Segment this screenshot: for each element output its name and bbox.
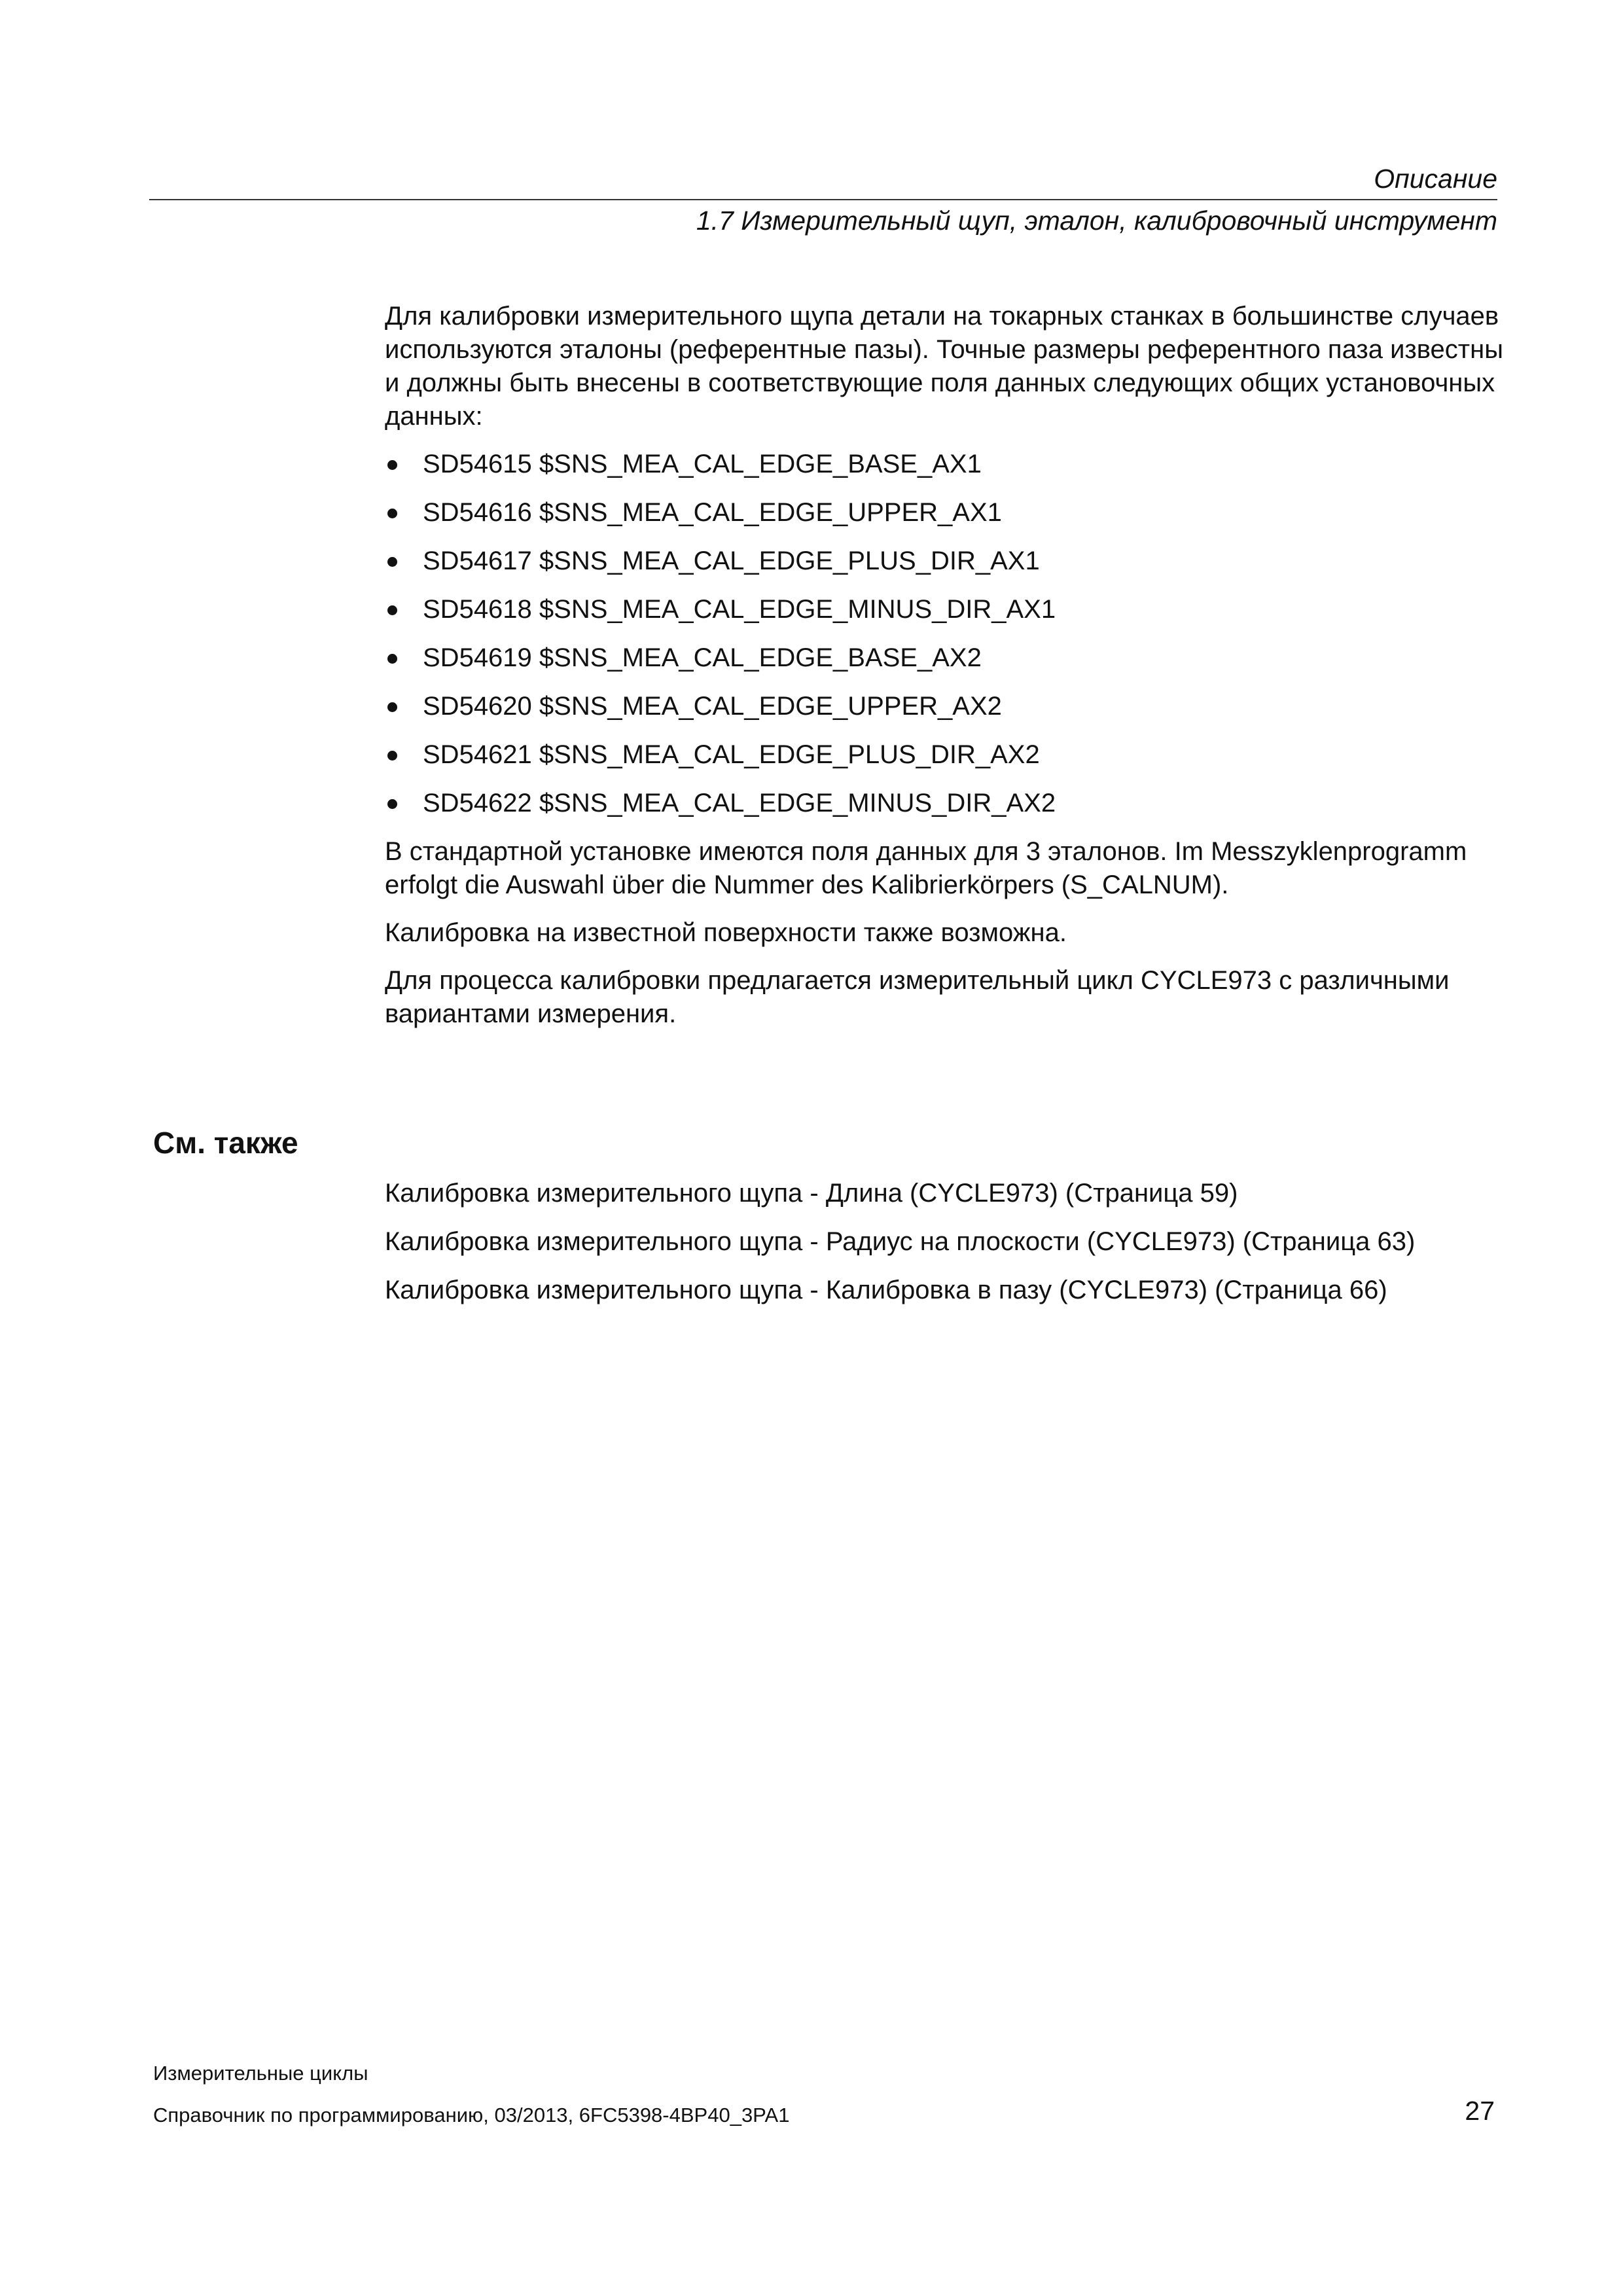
header-divider	[149, 199, 1497, 200]
see-also-link-slot[interactable]: Калибровка измерительного щупа - Калибровка в пазу (CYCLE973) (Страница 66)	[385, 1276, 1387, 1304]
setting-data-label: SD54615 $SNS_MEA_CAL_EDGE_BASE_AX1	[423, 450, 982, 478]
main-content	[385, 300, 1510, 1045]
list-item	[385, 787, 1510, 820]
see-also-link-radius-plane[interactable]: Калибровка измерительного щупа - Радиус на плоскости (CYCLE973) (Страница 63)	[385, 1227, 1416, 1256]
setting-data-label: SD54621 $SNS_MEA_CAL_EDGE_PLUS_DIR_AX2	[423, 740, 1040, 769]
setting-data-label: SD54617 $SNS_MEA_CAL_EDGE_PLUS_DIR_AX1	[423, 547, 1040, 575]
list-item	[385, 545, 1510, 578]
setting-data-label: SD54616 $SNS_MEA_CAL_EDGE_UPPER_AX1	[423, 498, 1002, 527]
see-also-link-length[interactable]: Калибровка измерительного щупа - Длина (CYCLE973) (Страница 59)	[385, 1179, 1238, 1208]
bullet-icon	[387, 751, 397, 761]
running-header-section: Описание	[1374, 164, 1497, 194]
bullet-icon	[387, 654, 397, 664]
bullet-icon	[387, 460, 397, 470]
setting-data-list	[385, 448, 1510, 820]
list-item	[385, 593, 1510, 626]
bullet-icon	[387, 557, 397, 567]
setting-data-label: SD54622 $SNS_MEA_CAL_EDGE_MINUS_DIR_AX2	[423, 789, 1056, 817]
list-item	[385, 690, 1510, 723]
list-item	[385, 641, 1510, 675]
bullet-icon	[387, 702, 397, 712]
bullet-icon	[387, 509, 397, 518]
standard-setup-paragraph: В стандартной установке имеются поля данных для 3 эталонов. Im Messzyklenprogramm erfolgt die Auswahl über die Nummer des Kalibrierkörpers (S_CALNUM).	[385, 837, 1467, 899]
setting-data-label: SD54619 $SNS_MEA_CAL_EDGE_BASE_AX2	[423, 643, 982, 672]
running-header-subsection: 1.7 Измерительный щуп, эталон, калибровочный инструмент	[696, 206, 1497, 236]
list-item	[385, 738, 1510, 772]
footer-title: Измерительные циклы	[153, 2062, 368, 2085]
setting-data-label: SD54620 $SNS_MEA_CAL_EDGE_UPPER_AX2	[423, 692, 1002, 721]
setting-data-label: SD54618 $SNS_MEA_CAL_EDGE_MINUS_DIR_AX1	[423, 595, 1056, 624]
see-also-heading: См. также	[153, 1126, 298, 1160]
cycle-info-paragraph: Для процесса калибровки предлагается измерительный цикл CYCLE973 с различными вариантами измерения.	[385, 966, 1450, 1028]
list-item	[385, 496, 1510, 529]
bullet-icon	[387, 799, 397, 809]
bullet-icon	[387, 605, 397, 615]
see-also-list	[385, 1177, 1510, 1322]
list-item	[385, 448, 1510, 481]
known-surface-paragraph: Калибровка на известной поверхности также возможна.	[385, 918, 1067, 947]
page-number: 27	[1465, 2096, 1495, 2126]
footer-subtitle: Справочник по программированию, 03/2013, 6FC5398-4BP40_3PA1	[153, 2104, 790, 2126]
intro-paragraph: Для калибровки измерительного щупа детали на токарных станках в большинстве случаев используются эталоны (референтные пазы). Точные размеры референтного паза известны и должны быть внесены в соответствующие поля данных следующих общих установочных данных:	[385, 302, 1503, 431]
